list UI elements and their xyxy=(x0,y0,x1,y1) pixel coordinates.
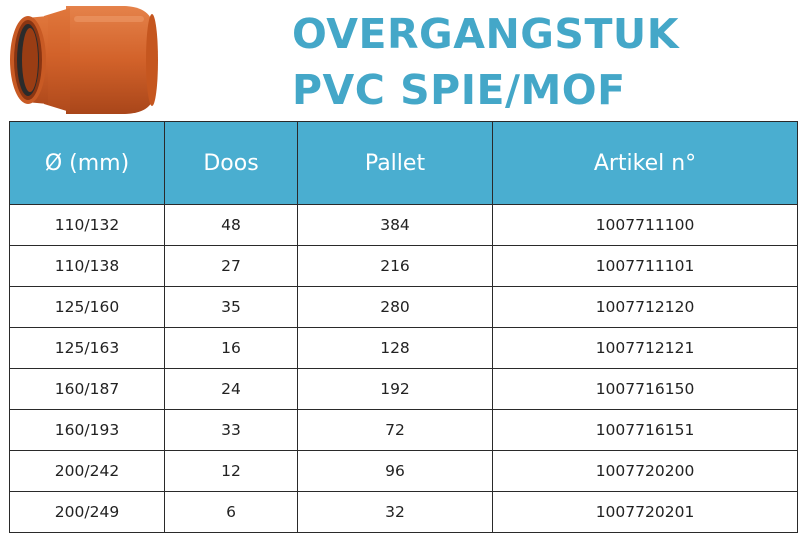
header-article-number: Artikel n° xyxy=(493,122,798,205)
cell-box: 24 xyxy=(165,369,298,410)
cell-pallet: 96 xyxy=(298,451,493,492)
pipe-icon xyxy=(4,2,164,120)
cell-pallet: 72 xyxy=(298,410,493,451)
table-row xyxy=(10,492,798,533)
table-row xyxy=(10,246,798,287)
cell-box: 33 xyxy=(165,410,298,451)
cell-article-number: 1007716150 xyxy=(493,369,798,410)
cell-article-number: 1007716151 xyxy=(493,410,798,451)
cell-box: 12 xyxy=(165,451,298,492)
cell-pallet: 216 xyxy=(298,246,493,287)
cell-box: 6 xyxy=(165,492,298,533)
cell-diameter: 110/138 xyxy=(10,246,165,287)
cell-diameter: 110/132 xyxy=(10,205,165,246)
cell-pallet: 128 xyxy=(298,328,493,369)
cell-diameter: 125/160 xyxy=(10,287,165,328)
header-diameter: Ø (mm) xyxy=(10,122,165,205)
header-pallet: Pallet xyxy=(298,122,493,205)
cell-box: 16 xyxy=(165,328,298,369)
table-header-row xyxy=(10,122,798,205)
cell-pallet: 384 xyxy=(298,205,493,246)
cell-article-number: 1007720201 xyxy=(493,492,798,533)
title-line-2: PVC SPIE/MOF xyxy=(292,66,626,114)
cell-pallet: 192 xyxy=(298,369,493,410)
cell-article-number: 1007712121 xyxy=(493,328,798,369)
table-row xyxy=(10,369,798,410)
product-spec-table xyxy=(9,121,798,533)
cell-box: 27 xyxy=(165,246,298,287)
cell-box: 48 xyxy=(165,205,298,246)
table-row xyxy=(10,287,798,328)
title-line-1: OVERGANGSTUK xyxy=(292,10,679,58)
cell-article-number: 1007712120 xyxy=(493,287,798,328)
table-row xyxy=(10,328,798,369)
cell-diameter: 160/193 xyxy=(10,410,165,451)
cell-diameter: 200/242 xyxy=(10,451,165,492)
cell-box: 35 xyxy=(165,287,298,328)
pvc-pipe-reducer-image xyxy=(4,2,164,120)
cell-pallet: 280 xyxy=(298,287,493,328)
cell-diameter: 160/187 xyxy=(10,369,165,410)
table-row xyxy=(10,451,798,492)
cell-article-number: 1007711100 xyxy=(493,205,798,246)
cell-diameter: 125/163 xyxy=(10,328,165,369)
table-row xyxy=(10,205,798,246)
table-row xyxy=(10,410,798,451)
page-title xyxy=(292,6,679,118)
cell-diameter: 200/249 xyxy=(10,492,165,533)
header-box: Doos xyxy=(165,122,298,205)
cell-article-number: 1007720200 xyxy=(493,451,798,492)
cell-pallet: 32 xyxy=(298,492,493,533)
cell-article-number: 1007711101 xyxy=(493,246,798,287)
